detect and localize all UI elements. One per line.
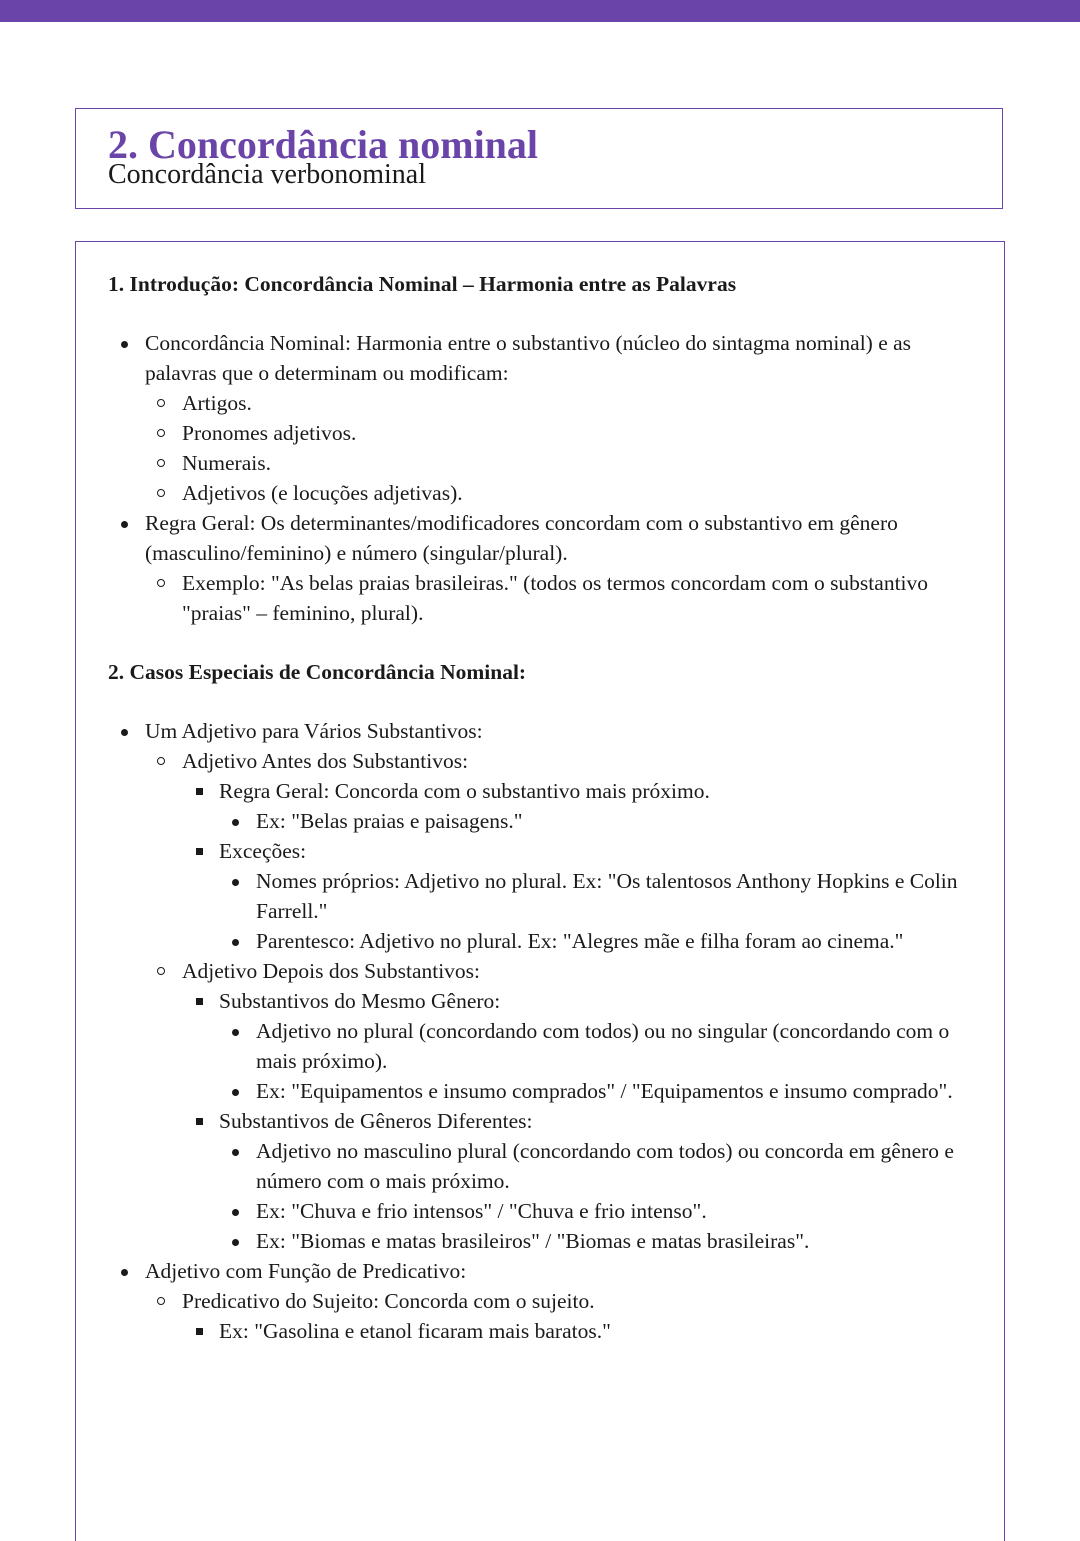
top-accent-bar <box>0 0 1080 22</box>
list-item-text: Adjetivo Antes dos Substantivos: <box>182 749 469 773</box>
title-box <box>75 108 1003 209</box>
list-item-text: Um Adjetivo para Vários Substantivos: <box>145 719 483 743</box>
special-cases-list <box>108 716 968 1346</box>
list-item <box>182 1106 968 1256</box>
list-item-text: Adjetivo no plural (concordando com todos) ou no singular (concordando com o mais próximo). <box>256 1019 950 1073</box>
list-item-text: Adjetivo no masculino plural (concordando com todos) ou concorda em gênero e número com o mais próximo. <box>256 1139 954 1193</box>
list-item-text: Substantivos de Gêneros Diferentes: <box>219 1109 533 1133</box>
list-item-text: Exceções: <box>219 839 307 863</box>
sub-list <box>182 1316 968 1346</box>
list-item-text: Nomes próprios: Adjetivo no plural. Ex: "Os talentosos Anthony Hopkins e Colin Farrell." <box>256 869 958 923</box>
list-item-text: Ex: "Equipamentos e insumo comprados" / "Equipamentos e insumo comprado". <box>256 1079 953 1103</box>
section-heading-special-cases: 2. Casos Especiais de Concordância Nominal: <box>108 660 527 684</box>
list-item <box>182 836 968 956</box>
sub-list <box>182 986 968 1256</box>
list-item <box>145 568 968 628</box>
list-item <box>219 1226 968 1256</box>
list-item-text: Concordância Nominal: Harmonia entre o substantivo (núcleo do sintagma nominal) e as palavras que o determinam ou modificam: <box>145 331 912 385</box>
intro-list <box>108 328 968 628</box>
list-item <box>219 866 968 926</box>
list-item-text: Exemplo: "As belas praias brasileiras." (todos os termos concordam com o substantivo "praias" – feminino, plural). <box>182 571 929 625</box>
list-item <box>219 926 968 956</box>
list-item <box>145 1286 968 1346</box>
list-item <box>219 1016 968 1076</box>
sub-list <box>145 1286 968 1346</box>
sub-list <box>219 1136 968 1256</box>
list-item <box>182 986 968 1106</box>
sub-list <box>219 806 968 836</box>
list-item-text: Parentesco: Adjetivo no plural. Ex: "Alegres mãe e filha foram ao cinema." <box>256 929 904 953</box>
list-item <box>145 448 968 478</box>
list-item <box>145 418 968 448</box>
list-item <box>219 1136 968 1196</box>
list-item <box>219 1076 968 1106</box>
list-item <box>219 806 968 836</box>
list-item-text: Adjetivos (e locuções adjetivas). <box>182 481 463 505</box>
page-title: 2. Concordância nominal <box>108 122 539 167</box>
list-item-text: Ex: "Chuva e frio intensos" / "Chuva e frio intenso". <box>256 1199 707 1223</box>
list-item <box>219 1196 968 1226</box>
list-item-text: Ex: "Biomas e matas brasileiros" / "Biomas e matas brasileiras". <box>256 1229 810 1253</box>
list-item-text: Adjetivo Depois dos Substantivos: <box>182 959 481 983</box>
list-item-text: Ex: "Belas praias e paisagens." <box>256 809 523 833</box>
list-item-text: Adjetivo com Função de Predicativo: <box>145 1259 467 1283</box>
sub-list <box>219 866 968 956</box>
list-item-text: Predicativo do Sujeito: Concorda com o sujeito. <box>182 1289 595 1313</box>
list-item <box>108 716 968 1256</box>
list-item <box>182 1316 968 1346</box>
sub-list <box>145 746 968 1256</box>
list-item-text: Ex: "Gasolina e etanol ficaram mais baratos." <box>219 1319 611 1343</box>
list-item-text: Pronomes adjetivos. <box>182 421 357 445</box>
list-item <box>108 1256 968 1346</box>
list-item <box>145 746 968 956</box>
list-item <box>182 776 968 836</box>
sub-list <box>145 388 968 508</box>
list-item-text: Regra Geral: Concorda com o substantivo mais próximo. <box>219 779 710 803</box>
list-item-text: Numerais. <box>182 451 271 475</box>
content-body <box>108 268 968 1374</box>
page-subtitle: Concordância verbonominal <box>108 159 427 190</box>
sub-list <box>219 1016 968 1106</box>
sub-list <box>182 776 968 956</box>
list-item <box>145 388 968 418</box>
list-item-text: Artigos. <box>182 391 252 415</box>
list-item <box>145 956 968 1256</box>
section-heading-intro: 1. Introdução: Concordância Nominal – Harmonia entre as Palavras <box>108 272 737 296</box>
list-item <box>108 508 968 628</box>
content-box <box>75 241 1005 1541</box>
list-item <box>108 328 968 508</box>
list-item <box>145 478 968 508</box>
list-item-text: Substantivos do Mesmo Gênero: <box>219 989 501 1013</box>
sub-list <box>145 568 968 628</box>
list-item-text: Regra Geral: Os determinantes/modificadores concordam com o substantivo em gênero (masculino/feminino) e número (singular/plural). <box>145 511 898 565</box>
